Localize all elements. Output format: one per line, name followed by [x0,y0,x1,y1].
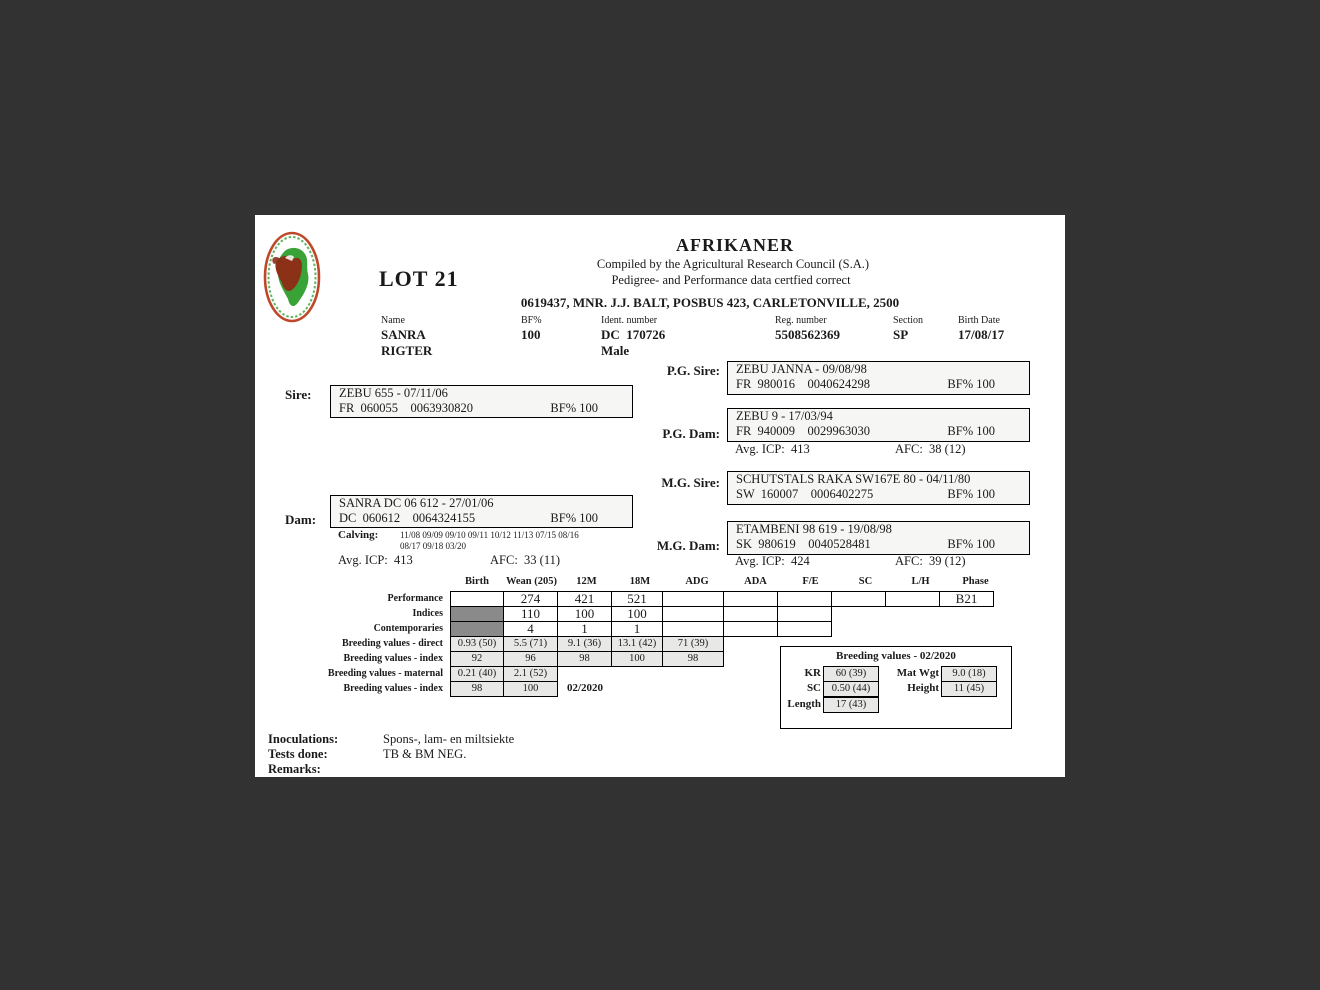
contemp-ada [723,621,778,637]
inoculations-label: Inoculations: [268,732,339,746]
mg-dam-bf: BF% 100 [947,537,995,551]
birth-date-label: Birth Date [958,315,1000,326]
col-header-wean: Wean (205) [505,576,558,587]
dam-box [330,495,633,528]
tests-done-value: TB & BM NEG. [383,747,467,761]
calving-dates-line1: 11/08 09/09 09/10 09/11 10/12 11/13 07/15 08/16 [400,530,579,540]
row-label-bv-index1: Breeding values - index [343,653,443,664]
breeding-values-maternal-row [262,666,558,682]
contemp-18m: 1 [611,621,663,637]
mg-dam-avg-icp: Avg. ICP: 424 [735,554,810,568]
certified-line: Pedigree- and Performance data certfied correct [611,273,851,287]
row-label-bv-index2: Breeding values - index [343,683,443,694]
dam-name: SANRA DC 06 612 - 27/01/06 [339,496,494,510]
reg-number-value: 5508562369 [775,327,840,342]
pg-sire-box [727,361,1030,395]
col-header-ada: ADA [744,576,767,587]
contemp-wean: 4 [503,621,558,637]
animal-name-line1: SANRA [381,327,426,342]
ident-number-value: DC 170726 [601,327,666,342]
mg-sire-bf: BF% 100 [947,487,995,501]
mat-wgt-label: Mat Wgt [896,667,939,679]
pg-sire-id: FR 980016 0040624298 [736,377,871,391]
sc-label: SC [806,682,821,694]
row-label-bv-maternal: Breeding values - maternal [327,668,443,679]
indices-ada [723,606,778,622]
pg-dam-afc: AFC: 38 (12) [895,442,966,456]
kr-label: KR [804,667,821,679]
mg-sire-label: M.G. Sire: [661,475,720,490]
col-header-birth: Birth [465,576,489,587]
breeding-values-index-row-2 [262,681,603,697]
contemp-birth [450,621,504,637]
pg-sire-name: ZEBU JANNA - 09/08/98 [736,362,867,376]
bv-index2-wean: 100 [503,681,558,697]
indices-birth [450,606,504,622]
perf-table-header-row [450,575,1003,590]
inoculations-value: Spons-, lam- en miltsiekte [383,732,515,746]
dam-label: Dam: [285,512,317,527]
perf-18m: 521 [611,591,663,607]
height-label: Height [907,682,939,694]
breeding-values-box [780,646,1012,729]
perf-phase: B21 [939,591,994,607]
contemp-fe [777,621,832,637]
perf-birth [450,591,504,607]
height-value: 11 (45) [941,681,997,697]
col-header-adg: ADG [685,576,709,587]
indices-row [262,606,832,622]
perf-sc [831,591,886,607]
kr-value: 60 (39) [823,666,879,682]
contemp-adg [662,621,724,637]
mg-dam-name: ETAMBENI 98 619 - 19/08/98 [736,522,892,536]
name-label: Name [381,315,405,326]
bf-value: 100 [521,327,541,342]
perf-12m: 421 [557,591,612,607]
compiled-by-line: Compiled by the Agricultural Research Council (S.A.) [596,257,870,271]
section-value: SP [893,327,909,342]
indices-wean: 110 [503,606,558,622]
dam-avg-icp: Avg. ICP: 413 [338,553,413,567]
pg-dam-box [727,408,1030,442]
breeding-values-date-note: 02/2020 [567,682,604,694]
mg-sire-name: SCHUTSTALS RAKA SW167E 80 - 04/11/80 [736,472,971,486]
breeding-values-index-row-1 [262,651,724,667]
birth-date-value: 17/08/17 [958,327,1005,342]
contemporaries-row [262,621,832,637]
bv-direct-12m: 9.1 (36) [557,636,612,652]
bv-direct-18m: 13.1 (42) [611,636,663,652]
col-header-phase: Phase [962,576,989,587]
col-header-12m: 12M [576,576,597,587]
indices-12m: 100 [557,606,612,622]
indices-18m: 100 [611,606,663,622]
perf-lh [885,591,940,607]
contemp-12m: 1 [557,621,612,637]
bv-maternal-wean: 2.1 (52) [503,666,558,682]
sire-bf: BF% 100 [550,401,598,415]
pg-dam-name: ZEBU 9 - 17/03/94 [736,409,833,423]
indices-fe [777,606,832,622]
bv-direct-birth: 0.93 (50) [450,636,504,652]
bv-index1-18m: 100 [611,651,663,667]
pg-dam-label: P.G. Dam: [662,426,720,441]
bv-index1-adg: 98 [662,651,724,667]
dam-bf: BF% 100 [550,511,598,525]
col-header-lh: L/H [911,576,930,587]
length-value: 17 (43) [823,697,879,713]
perf-adg [662,591,724,607]
perf-wean: 274 [503,591,558,607]
owner-address-line: 0619437, MNR. J.J. BALT, POSBUS 423, CARLETONVILLE, 2500 [520,295,900,310]
bv-index1-wean: 96 [503,651,558,667]
mg-dam-box [727,521,1030,555]
sire-label: Sire: [285,387,312,402]
bv-direct-adg: 71 (39) [662,636,724,652]
row-label-bv-direct: Breeding values - direct [341,638,443,649]
col-header-fe: F/E [802,576,819,587]
pg-dam-avg-icp: Avg. ICP: 413 [735,442,810,456]
mg-sire-box [727,471,1030,505]
dam-afc: AFC: 33 (11) [490,553,561,567]
bv-index1-birth: 92 [450,651,504,667]
mat-wgt-value: 9.0 (18) [941,666,997,682]
sire-id: FR 060055 0063930820 [339,401,474,415]
sire-box [330,385,633,418]
sex-value: Male [601,343,630,358]
row-label-indices: Indices [412,608,443,619]
remarks-label: Remarks: [268,762,321,776]
mg-dam-label: M.G. Dam: [656,538,720,553]
dam-id: DC 060612 0064324155 [339,511,476,525]
breed-title: AFRIKANER [675,235,794,255]
section-label: Section [893,315,923,326]
perf-fe [777,591,832,607]
row-label-performance: Performance [387,593,443,604]
row-label-contemporaries: Contemporaries [373,623,443,634]
sc-value: 0.50 (44) [823,681,879,697]
calving-label: Calving: [338,529,379,541]
indices-adg [662,606,724,622]
col-header-18m: 18M [629,576,651,587]
bv-index1-12m: 98 [557,651,612,667]
bf-label: BF% [521,315,542,326]
pg-sire-label: P.G. Sire: [666,363,720,378]
sire-name: ZEBU 655 - 07/11/06 [339,386,448,400]
mg-sire-id: SW 160007 0006402275 [736,487,874,501]
animal-name-line2: RIGTER [381,343,433,358]
tests-done-label: Tests done: [268,747,328,761]
mg-dam-id: SK 980619 0040528481 [736,537,871,551]
breeding-values-direct-row [262,636,724,652]
pg-dam-bf: BF% 100 [947,424,995,438]
perf-ada [723,591,778,607]
performance-row [262,591,994,607]
pedigree-certificate-page [255,215,1065,777]
breeding-values-box-title: Breeding values - 02/2020 [836,650,956,662]
mg-dam-afc: AFC: 39 (12) [895,554,966,568]
col-header-sc: SC [858,576,873,587]
lot-number: LOT 21 [379,266,459,291]
pg-dam-id: FR 940009 0029963030 [736,424,871,438]
reg-number-label: Reg. number [775,315,827,326]
afrikaner-breed-society-logo-icon [263,231,321,323]
bv-maternal-birth: 0.21 (40) [450,666,504,682]
length-label: Length [787,698,821,710]
bv-index2-birth: 98 [450,681,504,697]
ident-number-label: Ident. number [601,315,658,326]
bv-direct-wean: 5.5 (71) [503,636,558,652]
pg-sire-bf: BF% 100 [947,377,995,391]
calving-dates-line2: 08/17 09/18 03/20 [400,541,467,551]
